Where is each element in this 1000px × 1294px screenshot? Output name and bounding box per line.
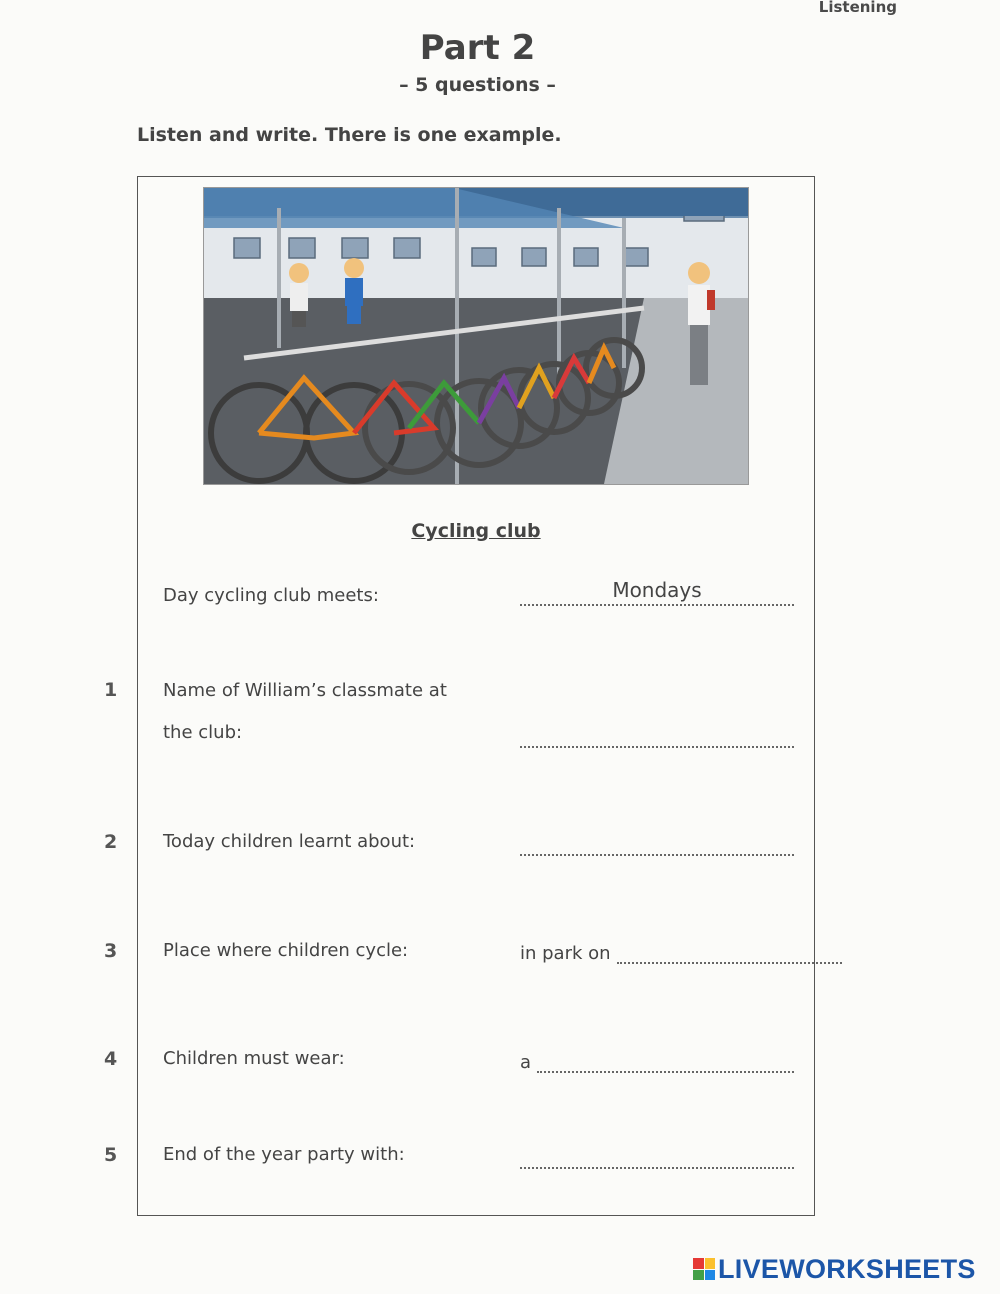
liveworksheets-logo-icon — [693, 1258, 715, 1280]
answer-input-4[interactable] — [537, 1046, 794, 1073]
answer-input-3[interactable] — [617, 937, 842, 964]
question-number: 4 — [104, 1048, 118, 1070]
part-subtitle: – 5 questions – — [399, 74, 556, 96]
question-number: 5 — [104, 1144, 118, 1166]
answer-prefix: a — [520, 1052, 532, 1073]
example-question-label: Day cycling club meets: — [163, 585, 379, 606]
logo-text: LIVEWORKSHEETS — [718, 1253, 976, 1284]
example-answer: Mondays — [612, 578, 702, 602]
question-label: Today children learnt about: — [163, 831, 416, 852]
part-title: Part 2 — [419, 28, 536, 68]
question-number: 1 — [104, 679, 118, 701]
section-label: Listening — [818, 0, 897, 16]
logo-square — [693, 1270, 704, 1281]
question-label-continued: the club: — [163, 722, 243, 743]
example-answer-line — [520, 584, 794, 610]
answer-field-4 — [520, 1047, 794, 1073]
answer-field-2 — [520, 830, 794, 856]
dotted-line — [520, 603, 794, 606]
question-number: 2 — [104, 831, 118, 853]
question-label: Place where children cycle: — [163, 940, 409, 961]
logo-square — [693, 1258, 704, 1269]
answer-input-5[interactable] — [520, 1142, 794, 1169]
logo-square — [705, 1270, 716, 1281]
answer-field-1 — [520, 722, 794, 748]
liveworksheets-logo — [693, 1254, 976, 1284]
answer-input-2[interactable] — [520, 829, 794, 856]
logo-square — [705, 1258, 716, 1269]
question-label: Children must wear: — [163, 1048, 345, 1069]
instruction-text: Listen and write. There is one example. — [137, 124, 562, 146]
question-label: End of the year party with: — [163, 1144, 405, 1165]
form-title: Cycling club — [411, 520, 541, 542]
answer-field-5 — [520, 1143, 794, 1169]
answer-input-1[interactable] — [520, 721, 794, 748]
answer-prefix: in park on — [520, 943, 611, 964]
bike-shelter-illustration — [203, 187, 749, 485]
answer-field-3 — [520, 938, 794, 964]
question-number: 3 — [104, 940, 118, 962]
question-label: Name of William’s classmate at — [163, 680, 447, 701]
